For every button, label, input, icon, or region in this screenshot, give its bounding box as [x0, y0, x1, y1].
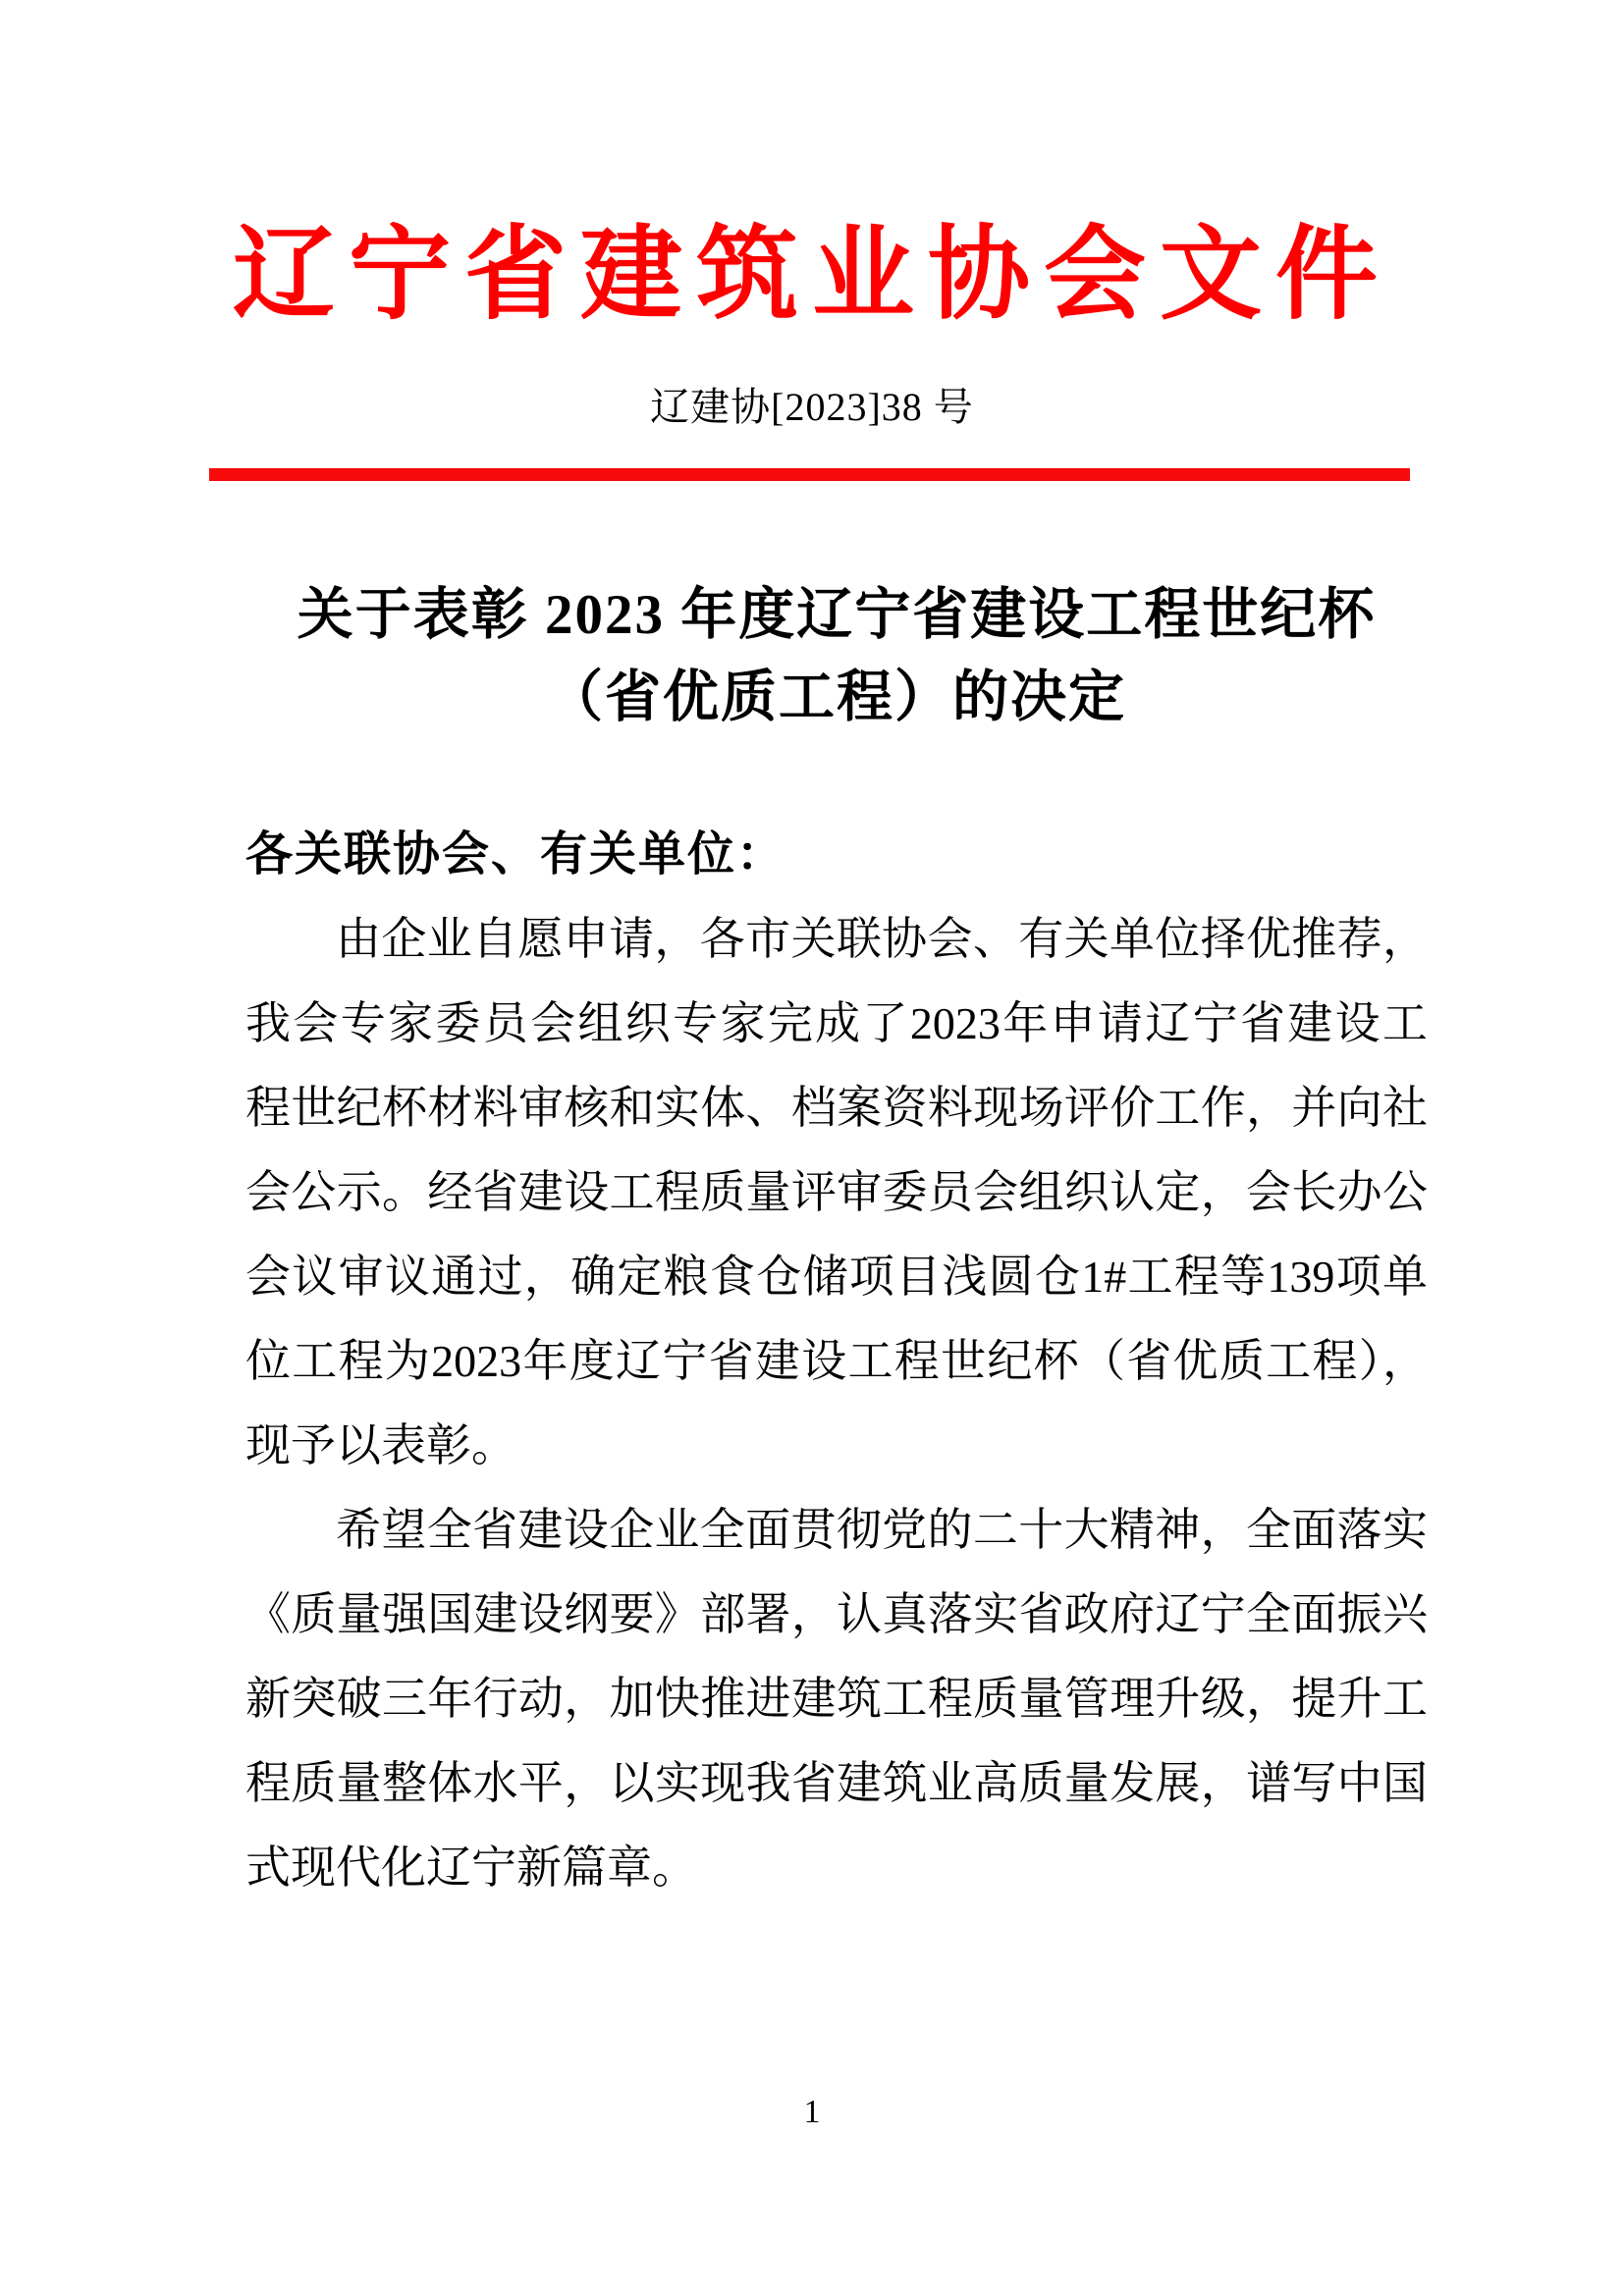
body-line: 希望全省建设企业全面贯彻党的二十大精神，全面落实: [336, 1505, 1428, 1555]
document-reference-number: 辽建协[2023]38 号: [650, 385, 974, 429]
body-line: 程世纪杯材料审核和实体、档案资料现场评价工作，并向社: [245, 1083, 1428, 1133]
body-line: 位工程为2023年度辽宁省建设工程世纪杯（省优质工程），: [245, 1336, 1428, 1386]
body-line: 现予以表彰。: [245, 1420, 516, 1470]
body-line: 新突破三年行动，加快推进建筑工程质量管理升级，提升工: [245, 1674, 1428, 1724]
paragraphs-container: [245, 897, 1428, 1910]
document-title-line1: 关于表彰 2023 年度辽宁省建设工程世纪杯: [297, 584, 1377, 646]
body-line: 会议审议通过，确定粮食仓储项目浅圆仓1#工程等139项单: [245, 1252, 1428, 1302]
body-line: 《质量强国建设纲要》部署，认真落实省政府辽宁全面振兴: [245, 1589, 1428, 1639]
salutation: 各关联协会、有关单位：: [245, 828, 786, 881]
document-body: [245, 813, 1428, 1910]
document-title: [245, 574, 1428, 739]
page-number: 1: [803, 2094, 821, 2130]
body-line: 式现代化辽宁新篇章。: [245, 1842, 697, 1893]
organization-header-title: 辽宁省建筑业协会文件: [232, 219, 1391, 332]
body-line: 由企业自愿申请，各市关联协会、有关单位择优推荐，: [336, 914, 1428, 964]
body-line: 我会专家委员会组织专家完成了2023年申请辽宁省建设工: [245, 998, 1428, 1048]
body-line: 会公示。经省建设工程质量评审委员会组织认定，会长办公: [245, 1167, 1428, 1217]
document-title-line2: （省优质工程）的决定: [547, 667, 1126, 728]
body-line: 程质量整体水平，以实现我省建筑业高质量发展，谱写中国: [245, 1758, 1428, 1808]
red-divider-line: [209, 468, 1410, 481]
